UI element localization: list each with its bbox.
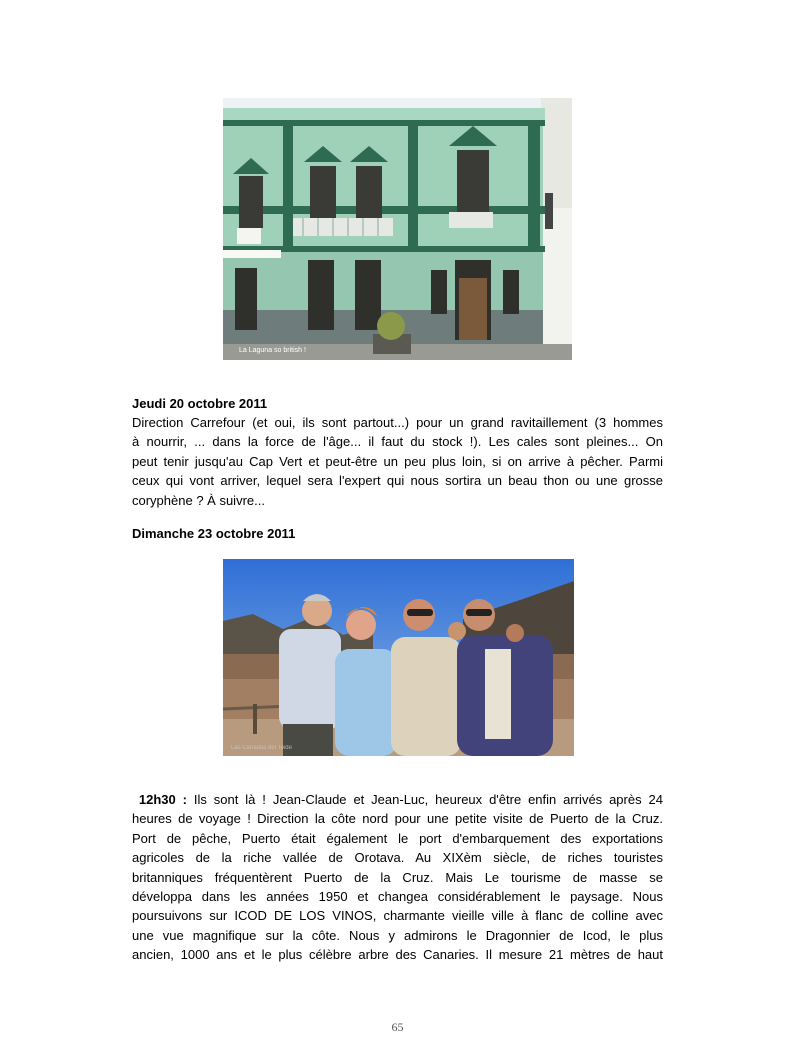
- paragraph-line: Port de pêche, Puerto était également le port d'embarquement des exportations: [132, 830, 663, 846]
- section-heading: Jeudi 20 octobre 2011: [132, 396, 268, 411]
- paragraph: [132, 790, 663, 965]
- time-label: 12h30 :: [138, 792, 187, 807]
- paragraph-line: à nourrir, ... dans la force de l'âge... il faut du stock !). Les cales sont pleines... On: [132, 434, 663, 450]
- paragraph-line: poursuivons sur ICOD DE LOS VINOS, charmante vieille ville à flanc de colline avec: [132, 908, 663, 924]
- paragraph-line: ceux qui vont arriver, lequel sera l'expert qui nous sortira un beau thon ou une grosse: [132, 473, 663, 489]
- photo-la-laguna-building: [223, 98, 572, 360]
- paragraph-line: [132, 790, 663, 809]
- section-heading: Dimanche 23 octobre 2011: [132, 526, 296, 541]
- paragraph-line: une vue magnifique sur la côte. Nous y admirons le Dragonnier de Icod, le plus: [132, 927, 663, 943]
- photo-group-teide: [223, 559, 574, 756]
- paragraph-line-text: Ils sont là ! Jean-Claude et Jean-Luc, heureux d'être enfin arrivés après 24: [193, 792, 663, 807]
- paragraph: [132, 413, 663, 510]
- paragraph-line: britanniques fréquentèrent Puerto de la Cruz. Mais Le tourisme de masse se: [132, 869, 663, 885]
- paragraph-line: développa dans les années 1950 et changea considérablement le paysage. Nous: [132, 888, 663, 904]
- page-number: 65: [391, 1020, 404, 1034]
- photo-caption: Las Cañadas del Teide: [231, 745, 292, 751]
- photo-caption: La Laguna so british !: [239, 347, 306, 354]
- paragraph-line: coryphène ? À suivre...: [132, 492, 265, 508]
- paragraph-line: Direction Carrefour (et oui, ils sont partout...) pour un grand ravitaillement (3 hommes: [132, 415, 663, 430]
- paragraph-line: ancien, 1000 ans et le plus célèbre arbre des Canaries. Il mesure 21 mètres de haut: [132, 947, 663, 963]
- paragraph-line: agricoles de la riche vallée de Orotava. Au XIXèm siècle, de riches touristes: [132, 850, 663, 866]
- paragraph-line: heures de voyage ! Direction la côte nord pour une petite visite de Puerto de la Cruz.: [132, 811, 663, 827]
- paragraph-line: peut tenir jusqu'au Cap Vert et peut-être un peu plus loin, si on arrive à pêcher. Parmi: [132, 453, 663, 469]
